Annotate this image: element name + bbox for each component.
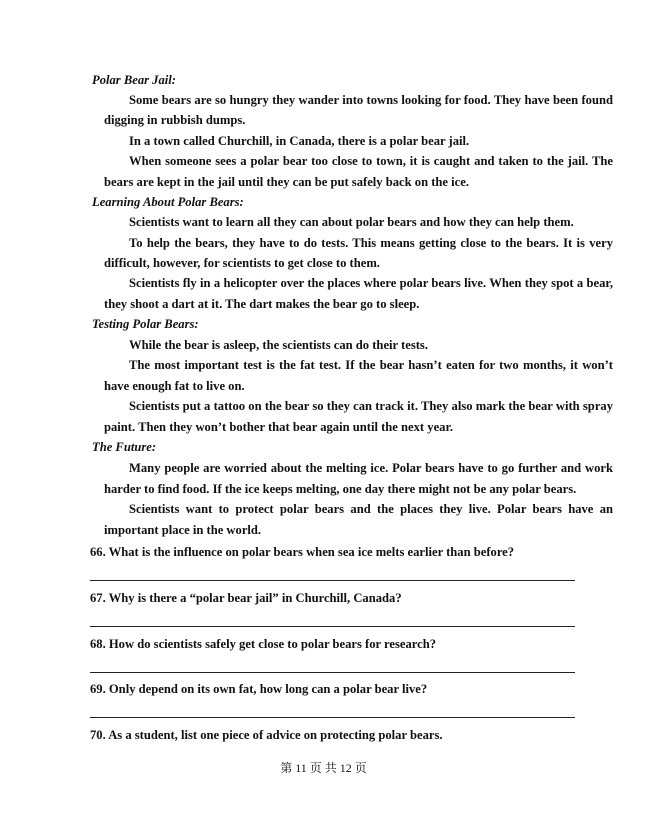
paragraph-line: important place in the world. bbox=[104, 523, 262, 537]
question-70: 70. As a student, list one piece of advice on protecting polar bears. bbox=[90, 728, 443, 742]
paragraph-line: harder to find food. If the ice keeps melting, one day there might not be any polar bears. bbox=[104, 482, 577, 496]
question-67: 67. Why is there a “polar bear jail” in Churchill, Canada? bbox=[90, 591, 402, 605]
paragraph-line: Scientists want to protect polar bears and the places they live. Polar bears have an bbox=[129, 502, 613, 516]
paragraph-line: Some bears are so hungry they wander into towns looking for food. They have been found bbox=[129, 93, 613, 107]
paragraph-line: have enough fat to live on. bbox=[104, 379, 245, 393]
page-number-footer: 第 11 页 共 12 页 bbox=[280, 761, 367, 775]
paragraph-line: difficult, however, for scientists to get close to them. bbox=[104, 256, 380, 270]
section-heading: Learning About Polar Bears: bbox=[92, 195, 244, 209]
paragraph-line: digging in rubbish dumps. bbox=[104, 113, 246, 127]
paragraph-line: Scientists fly in a helicopter over the places where polar bears live. When they spot a bear, bbox=[129, 276, 613, 290]
paragraph-line: The most important test is the fat test. If the bear hasn’t eaten for two months, it won’t bbox=[129, 358, 613, 372]
paragraph-line: When someone sees a polar bear too close to town, it is caught and taken to the jail. The bbox=[129, 154, 613, 168]
section-heading: Polar Bear Jail: bbox=[92, 73, 176, 87]
paragraph-line: Scientists want to learn all they can about polar bears and how they can help them. bbox=[129, 215, 574, 229]
answer-line-69[interactable] bbox=[90, 717, 575, 718]
answer-line-68[interactable] bbox=[90, 672, 575, 673]
answer-line-66[interactable] bbox=[90, 580, 575, 581]
answer-line-67[interactable] bbox=[90, 626, 575, 627]
section-heading: The Future: bbox=[92, 440, 157, 454]
paragraph-line: bears are kept in the jail until they can be put safely back on the ice. bbox=[104, 175, 469, 189]
paragraph-line: To help the bears, they have to do tests. This means getting close to the bears. It is very bbox=[129, 236, 613, 250]
question-68: 68. How do scientists safely get close to polar bears for research? bbox=[90, 637, 437, 651]
section-heading: Testing Polar Bears: bbox=[92, 317, 199, 331]
paragraph-line: Many people are worried about the melting ice. Polar bears have to go further and work bbox=[129, 461, 613, 475]
paragraph-line: paint. Then they won’t bother that bear again until the next year. bbox=[104, 420, 454, 434]
paragraph-line: they shoot a dart at it. The dart makes the bear go to sleep. bbox=[104, 297, 420, 311]
paragraph-line: In a town called Churchill, in Canada, there is a polar bear jail. bbox=[129, 134, 470, 148]
question-69: 69. Only depend on its own fat, how long can a polar bear live? bbox=[90, 682, 428, 696]
question-66: 66. What is the influence on polar bears when sea ice melts earlier than before? bbox=[90, 545, 515, 559]
paragraph-line: While the bear is asleep, the scientists can do their tests. bbox=[129, 338, 428, 352]
paragraph-line: Scientists put a tattoo on the bear so they can track it. They also mark the bear with spray bbox=[129, 399, 613, 413]
